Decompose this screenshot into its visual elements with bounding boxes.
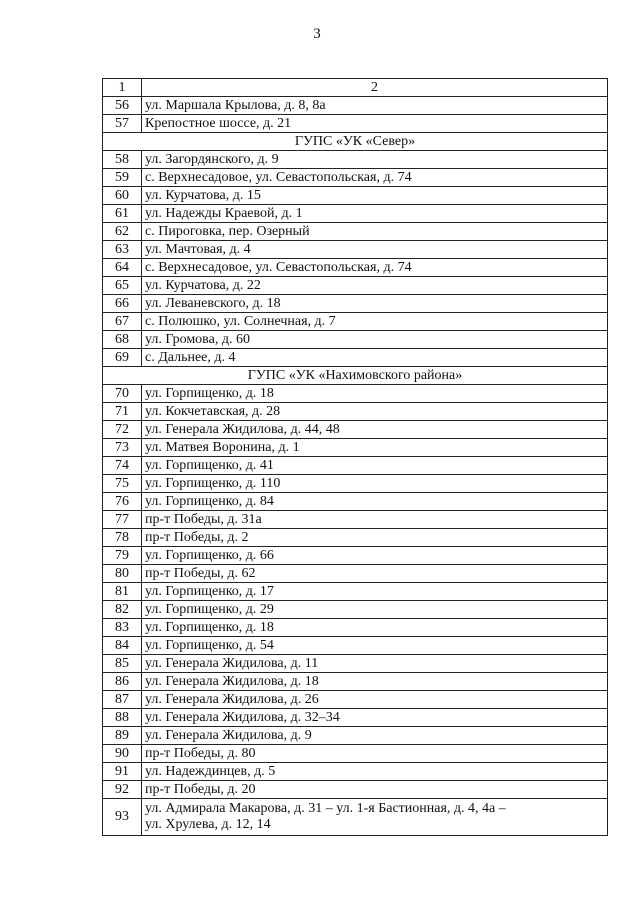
- row-number: 70: [103, 385, 142, 403]
- table-row: [103, 601, 608, 619]
- row-address: пр-т Победы, д. 31а: [142, 511, 608, 529]
- row-address: ул. Мачтовая, д. 4: [142, 241, 608, 259]
- table-row: [103, 115, 608, 133]
- section-title: ГУПС «УК «Север»: [103, 133, 608, 151]
- row-number: 83: [103, 619, 142, 637]
- row-number: 65: [103, 277, 142, 295]
- row-number: 93: [103, 799, 142, 836]
- row-address: ул. Генерала Жидилова, д. 32–34: [142, 709, 608, 727]
- row-address: с. Верхнесадовое, ул. Севастопольская, д. 74: [142, 169, 608, 187]
- row-address: с. Верхнесадовое, ул. Севастопольская, д. 74: [142, 259, 608, 277]
- row-number: 91: [103, 763, 142, 781]
- row-address: ул. Горпищенко, д. 41: [142, 457, 608, 475]
- table-row: [103, 331, 608, 349]
- row-number: 66: [103, 295, 142, 313]
- table-row: [103, 169, 608, 187]
- table-row: [103, 565, 608, 583]
- table-row: [103, 421, 608, 439]
- row-address: ул. Горпищенко, д. 18: [142, 385, 608, 403]
- row-address: ул. Курчатова, д. 15: [142, 187, 608, 205]
- row-number: 57: [103, 115, 142, 133]
- row-address: пр-т Победы, д. 80: [142, 745, 608, 763]
- table-row: [103, 205, 608, 223]
- table-row: [103, 223, 608, 241]
- row-number: 79: [103, 547, 142, 565]
- row-number: 69: [103, 349, 142, 367]
- row-address: ул. Загордянского, д. 9: [142, 151, 608, 169]
- table-row: [103, 673, 608, 691]
- table-row: [103, 529, 608, 547]
- row-number: 71: [103, 403, 142, 421]
- table-row: [103, 727, 608, 745]
- column-header-number: 1: [103, 79, 142, 97]
- row-address: пр-т Победы, д. 20: [142, 781, 608, 799]
- row-address: ул. Маршала Крылова, д. 8, 8а: [142, 97, 608, 115]
- table-row: [103, 385, 608, 403]
- row-number: 89: [103, 727, 142, 745]
- row-address: ул. Генерала Жидилова, д. 9: [142, 727, 608, 745]
- row-address: ул. Генерала Жидилова, д. 26: [142, 691, 608, 709]
- row-address: ул. Горпищенко, д. 17: [142, 583, 608, 601]
- row-address: с. Полюшко, ул. Солнечная, д. 7: [142, 313, 608, 331]
- row-number: 74: [103, 457, 142, 475]
- table-row: [103, 511, 608, 529]
- row-number: 82: [103, 601, 142, 619]
- table-row: [103, 547, 608, 565]
- row-number: 58: [103, 151, 142, 169]
- row-number: 68: [103, 331, 142, 349]
- table-row: [103, 655, 608, 673]
- table-row: [103, 619, 608, 637]
- row-address: ул. Курчатова, д. 22: [142, 277, 608, 295]
- section-header-row: [103, 367, 608, 385]
- row-number: 80: [103, 565, 142, 583]
- address-table-body: [103, 79, 608, 836]
- table-row: [103, 241, 608, 259]
- row-address: с. Дальнее, д. 4: [142, 349, 608, 367]
- row-address: ул. Горпищенко, д. 84: [142, 493, 608, 511]
- row-number: 75: [103, 475, 142, 493]
- row-address: пр-т Победы, д. 2: [142, 529, 608, 547]
- table-row: [103, 403, 608, 421]
- row-address: с. Пироговка, пер. Озерный: [142, 223, 608, 241]
- address-table: [102, 78, 608, 836]
- row-address: ул. Генерала Жидилова, д. 44, 48: [142, 421, 608, 439]
- row-number: 61: [103, 205, 142, 223]
- row-address: ул. Генерала Жидилова, д. 11: [142, 655, 608, 673]
- row-address: ул. Кокчетавская, д. 28: [142, 403, 608, 421]
- row-number: 63: [103, 241, 142, 259]
- table-row: [103, 745, 608, 763]
- row-number: 56: [103, 97, 142, 115]
- row-address: ул. Матвея Воронина, д. 1: [142, 439, 608, 457]
- row-address: Крепостное шоссе, д. 21: [142, 115, 608, 133]
- row-address: ул. Генерала Жидилова, д. 18: [142, 673, 608, 691]
- table-row: [103, 475, 608, 493]
- table-row: [103, 493, 608, 511]
- row-number: 92: [103, 781, 142, 799]
- row-number: 88: [103, 709, 142, 727]
- table-row: [103, 691, 608, 709]
- row-number: 86: [103, 673, 142, 691]
- row-address: ул. Горпищенко, д. 66: [142, 547, 608, 565]
- row-number: 62: [103, 223, 142, 241]
- table-row: [103, 439, 608, 457]
- row-address: ул. Горпищенко, д. 54: [142, 637, 608, 655]
- row-address-line: ул. Адмирала Макарова, д. 31 – ул. 1-я Бастионная, д. 4, 4а –: [145, 801, 506, 816]
- table-header-row: [103, 79, 608, 97]
- table-row: [103, 763, 608, 781]
- row-number: 72: [103, 421, 142, 439]
- row-number: 81: [103, 583, 142, 601]
- table-row: [103, 277, 608, 295]
- table-row: [103, 259, 608, 277]
- table-row: [103, 313, 608, 331]
- table-row: [103, 295, 608, 313]
- row-address: ул. Горпищенко, д. 18: [142, 619, 608, 637]
- row-number: 90: [103, 745, 142, 763]
- table-row: [103, 187, 608, 205]
- row-address: ул. Надеждинцев, д. 5: [142, 763, 608, 781]
- row-number: 67: [103, 313, 142, 331]
- table-row: [103, 151, 608, 169]
- table-row: [103, 709, 608, 727]
- table-row: [103, 583, 608, 601]
- row-number: 85: [103, 655, 142, 673]
- row-number: 87: [103, 691, 142, 709]
- column-header-address: 2: [142, 79, 608, 97]
- row-address: ул. Надежды Краевой, д. 1: [142, 205, 608, 223]
- section-title: ГУПС «УК «Нахимовского района»: [103, 367, 608, 385]
- page-number: 3: [313, 26, 321, 42]
- row-number: 84: [103, 637, 142, 655]
- row-number: 76: [103, 493, 142, 511]
- row-address: ул. Горпищенко, д. 29: [142, 601, 608, 619]
- table-row: [103, 457, 608, 475]
- table-row: [103, 799, 608, 836]
- row-address-line: ул. Хрулева, д. 12, 14: [145, 817, 271, 832]
- row-address: ул. Горпищенко, д. 110: [142, 475, 608, 493]
- row-number: 73: [103, 439, 142, 457]
- row-number: 78: [103, 529, 142, 547]
- row-number: 59: [103, 169, 142, 187]
- row-number: 60: [103, 187, 142, 205]
- section-header-row: [103, 133, 608, 151]
- table-row: [103, 637, 608, 655]
- row-address: [142, 799, 608, 836]
- table-row: [103, 781, 608, 799]
- table-row: [103, 97, 608, 115]
- row-address: ул. Громова, д. 60: [142, 331, 608, 349]
- table-row: [103, 349, 608, 367]
- row-address: пр-т Победы, д. 62: [142, 565, 608, 583]
- row-address: ул. Леваневского, д. 18: [142, 295, 608, 313]
- row-number: 64: [103, 259, 142, 277]
- row-number: 77: [103, 511, 142, 529]
